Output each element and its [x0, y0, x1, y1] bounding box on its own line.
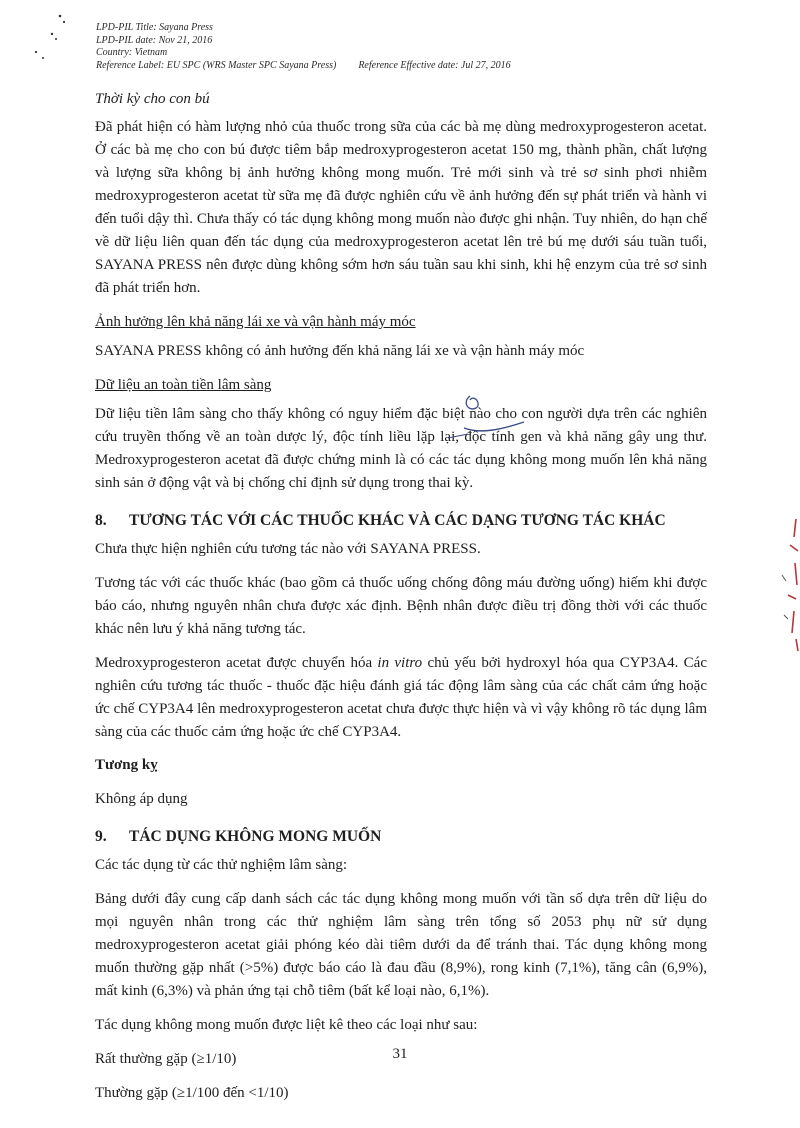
section-8-title: TƯƠNG TÁC VỚI CÁC THUỐC KHÁC VÀ CÁC DẠNG TƯƠNG TÁC KHÁC	[129, 512, 666, 529]
section-8-number: 8.	[95, 512, 107, 529]
header-reference-line	[96, 60, 511, 73]
document-header	[96, 22, 511, 72]
header-country-line: Country: Vietnam	[96, 47, 168, 58]
incompatibility-heading: Tương kỵ	[95, 757, 158, 773]
section-8-paragraph-2: Tương tác với các thuốc khác (bao gồm cả thuốc uống chống đông máu đường uống) hiếm khi được báo cáo, nhưng nguyên nhân chưa được xác định. Bệnh nhân được điều trị đồng thời với các thuốc khác nên lưu ý khả năng tương tác.	[95, 575, 707, 637]
section-8-p3-part-b: chủ yếu bởi hydroxyl hóa qua CYP3A4. Các nghiên cứu tương tác thuốc - thuốc đặc hiệu đánh giá tác động lâm sàng của các chất cảm ứng hoặc ức chế CYP3A4 lên medroxyprogesteron acetat chưa được thực hiện và vì vậy không rõ tác dụng lâm sàng của các thuốc cảm ứng hoặc ức chế CYP3A4.	[95, 655, 707, 740]
header-reference-label: Reference Label: EU SPC (WRS Master SPC Sayana Press)	[96, 59, 337, 71]
breastfeeding-heading: Thời kỳ cho con bú	[95, 91, 210, 107]
incompatibility-paragraph: Không áp dụng	[95, 791, 188, 807]
section-9-paragraph-3: Tác dụng không mong muốn được liệt kê theo các loại như sau:	[95, 1017, 478, 1033]
header-reference-effective: Reference Effective date: Jul 27, 2016	[358, 59, 511, 71]
section-9-title: TÁC DỤNG KHÔNG MONG MUỐN	[129, 828, 382, 845]
frequency-very-common: Rất thường gặp (≥1/10)	[95, 1051, 237, 1067]
section-9-heading	[95, 825, 707, 848]
preclinical-paragraph: Dữ liệu tiền lâm sàng cho thấy không có nguy hiểm đặc biệt nào cho con người dựa trên các nghiên cứu truyền thống về an toàn dược lý, độc tính liều lặp lại, độc tính gen và khả năng gây ung thư. Medroxyprogesteron acetat đã được chứng minh là có các tác dụng không mong muốn lên khả năng sinh sản ở động vật và bị chống chỉ định sử dụng trong thai kỳ.	[95, 406, 707, 491]
header-date-line: LPD-PIL date: Nov 21, 2016	[96, 34, 213, 46]
preclinical-heading: Dữ liệu an toàn tiền lâm sàng	[95, 377, 272, 393]
section-8-paragraph-3	[95, 652, 707, 744]
section-9-paragraph-1: Các tác dụng từ các thử nghiệm lâm sàng:	[95, 857, 348, 873]
frequency-common: Thường gặp (≥1/100 đến <1/10)	[95, 1085, 289, 1101]
section-8-p3-italic: in vitro	[377, 655, 423, 671]
driving-heading: Ảnh hưởng lên khả năng lái xe và vận hành máy móc	[95, 314, 416, 330]
driving-paragraph: SAYANA PRESS không có ảnh hưởng đến khả năng lái xe và vận hành máy móc	[95, 343, 585, 359]
breastfeeding-paragraph: Đã phát hiện có hàm lượng nhỏ của thuốc trong sữa của các bà mẹ dùng medroxyprogesteron acetat. Ở các bà mẹ cho con bú được tiêm bắp medroxyprogesteron acetat 150 mg, thành phần, chất lượng và lượng sữa không bị ảnh hưởng không mong muốn. Trẻ mới sinh và trẻ sơ sinh phơi nhiễm medroxyprogesteron acetat từ sữa mẹ đã được nghiên cứu về ảnh hưởng đến sự phát triển và hành vi đến tuổi dậy thì. Chưa thấy có tác dụng không mong muốn nào được ghi nhận. Tuy nhiên, do hạn chế về dữ liệu liên quan đến tác dụng của medroxyprogesteron acetat lên trẻ bú mẹ dưới sáu tuần tuổi, SAYANA PRESS nên được dùng không sớm hơn sáu tuần sau khi sinh, khi hệ enzym của trẻ sơ sinh đã phát triển hơn.	[95, 119, 707, 296]
document-body	[95, 88, 707, 1105]
scan-dots-decoration	[30, 12, 70, 62]
section-9-number: 9.	[95, 828, 107, 845]
section-8-paragraph-1: Chưa thực hiện nghiên cứu tương tác nào với SAYANA PRESS.	[95, 541, 481, 557]
section-8-heading	[95, 509, 707, 532]
header-title-line: LPD-PIL Title: Sayana Press	[96, 22, 213, 33]
section-8-p3-part-a: Medroxyprogesteron acetat được chuyển hóa	[95, 655, 378, 671]
margin-stamp-fragment	[776, 515, 800, 655]
section-9-paragraph-2: Bảng dưới đây cung cấp danh sách các tác dụng không mong muốn với tần số dựa trên dữ liệu do mọi nguyên nhân trong các thử nghiệm lâm sàng trên tổng số 2053 phụ nữ sử dụng medroxyprogesteron acetat giải phóng kéo dài tiêm dưới da để tránh thai. Tác dụng không mong muốn thường gặp nhất (>5%) được báo cáo là đau đầu (8,9%), rong kinh (7,1%), tăng cân (6,9%), mất kinh (6,3%) và phản ứng tại chỗ tiêm (bất kể loại nào, 6,1%).	[95, 891, 707, 999]
page-number: 31	[392, 1046, 408, 1062]
